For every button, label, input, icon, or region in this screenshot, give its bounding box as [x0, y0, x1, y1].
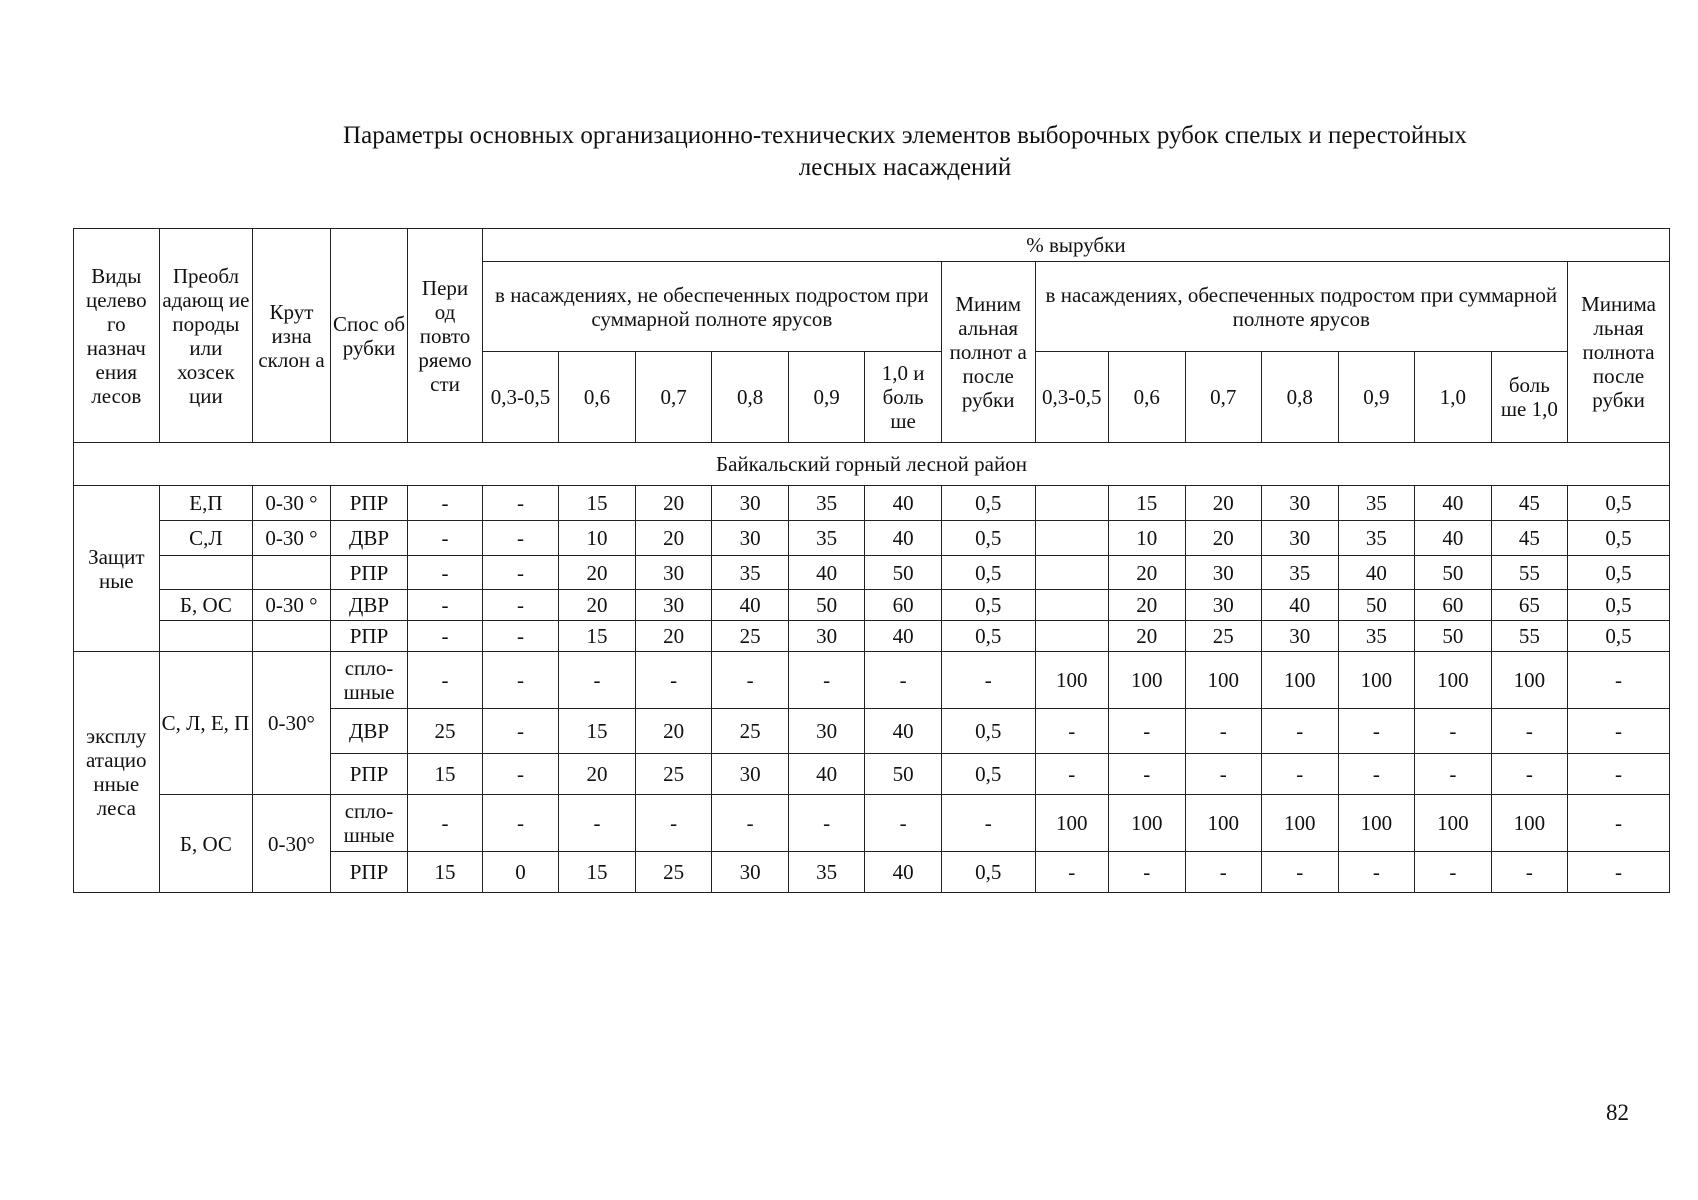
cell-provided: 50 — [1338, 590, 1415, 621]
cell-not-provided: 30 — [635, 556, 712, 590]
cell-provided: 20 — [1185, 521, 1262, 556]
cell-not-provided: 15 — [559, 709, 636, 754]
cell-species: Е,П — [159, 486, 253, 521]
cell-species: С,Л — [159, 521, 253, 556]
cell-not-provided: 25 — [635, 852, 712, 893]
cell-provided: 20 — [1185, 486, 1262, 521]
cell-period: 15 — [408, 852, 483, 893]
subheader-provided-cell: боль ше 1,0 — [1491, 352, 1568, 443]
cell-method: РПР — [330, 852, 408, 893]
table-row — [74, 795, 1670, 852]
cell-provided: 55 — [1491, 621, 1568, 652]
cell-min-density-2: 0,5 — [1568, 521, 1670, 556]
cell-not-provided: 35 — [788, 852, 865, 893]
cell-not-provided: 35 — [712, 556, 789, 590]
cell-not-provided: 10 — [559, 521, 636, 556]
cell-min-density-2: - — [1568, 652, 1670, 709]
cell-provided: - — [1185, 754, 1262, 795]
cell-provided: - — [1262, 709, 1339, 754]
cell-not-provided: 25 — [712, 621, 789, 652]
document-title — [180, 120, 1630, 184]
cell-not-provided: - — [788, 652, 865, 709]
cell-period: - — [408, 795, 483, 852]
cell-min-density-2: - — [1568, 852, 1670, 893]
cell-not-provided: 30 — [635, 590, 712, 621]
subheader-not-provided-cell: 1,0 и боль ше — [865, 352, 942, 443]
cell-provided: 100 — [1109, 795, 1186, 852]
cell-min-density-1: 0,5 — [941, 754, 1035, 795]
cell-provided: 100 — [1338, 652, 1415, 709]
cell-min-density-1: 0,5 — [941, 521, 1035, 556]
cell-method: ДВР — [330, 709, 408, 754]
subheader-not-provided-cell: 0,7 — [635, 352, 712, 443]
cell-not-provided: 25 — [712, 709, 789, 754]
cell-min-density-1: - — [941, 795, 1035, 852]
subheader-provided-cell: 0,9 — [1338, 352, 1415, 443]
cell-slope — [253, 556, 331, 590]
cell-provided: 20 — [1109, 621, 1186, 652]
cell-provided: 100 — [1338, 795, 1415, 852]
cell-not-provided: 20 — [635, 521, 712, 556]
cell-not-provided: - — [559, 652, 636, 709]
cell-min-density-1: 0,5 — [941, 852, 1035, 893]
cell-provided: - — [1338, 709, 1415, 754]
cell-provided: 100 — [1415, 795, 1492, 852]
cell-provided: 50 — [1415, 556, 1492, 590]
cell-not-provided: 20 — [559, 754, 636, 795]
cell-min-density-1: 0,5 — [941, 486, 1035, 521]
header-provided: в насаждениях, обеспеченных подростом при суммарной полноте ярусов — [1035, 262, 1568, 352]
cell-not-provided: 40 — [865, 486, 942, 521]
cell-provided: - — [1491, 852, 1568, 893]
cell-method: спло- шные — [330, 795, 408, 852]
cell-slope: 0-30° — [253, 652, 331, 795]
cell-method: РПР — [330, 556, 408, 590]
cell-not-provided: - — [482, 652, 559, 709]
cell-not-provided: 25 — [635, 754, 712, 795]
cell-provided: - — [1035, 754, 1109, 795]
cell-min-density-1: - — [941, 652, 1035, 709]
cell-species — [159, 556, 253, 590]
cell-provided: 30 — [1262, 486, 1339, 521]
cell-provided: - — [1415, 709, 1492, 754]
cell-provided: 100 — [1262, 652, 1339, 709]
cell-provided: 35 — [1338, 486, 1415, 521]
cell-min-density-2: 0,5 — [1568, 590, 1670, 621]
cell-provided: - — [1185, 852, 1262, 893]
cell-period: - — [408, 590, 483, 621]
cell-provided: 30 — [1262, 621, 1339, 652]
cell-provided: 60 — [1415, 590, 1492, 621]
cell-provided: 20 — [1109, 590, 1186, 621]
cell-provided: 100 — [1491, 652, 1568, 709]
cell-slope: 0-30 ° — [253, 486, 331, 521]
cell-not-provided: 30 — [712, 852, 789, 893]
cell-provided: 30 — [1185, 590, 1262, 621]
cell-provided: 35 — [1338, 521, 1415, 556]
cell-min-density-2: 0,5 — [1568, 486, 1670, 521]
title-line-2: лесных насаждений — [798, 154, 1012, 181]
cell-not-provided: 40 — [712, 590, 789, 621]
cell-method: ДВР — [330, 590, 408, 621]
cell-provided: 65 — [1491, 590, 1568, 621]
cell-min-density-1: 0,5 — [941, 556, 1035, 590]
cell-slope: 0-30 ° — [253, 590, 331, 621]
cell-not-provided: 40 — [865, 521, 942, 556]
subheader-not-provided-cell: 0,3-0,5 — [482, 352, 559, 443]
cell-period: - — [408, 486, 483, 521]
cell-provided: 45 — [1491, 521, 1568, 556]
header-forest-purpose: Виды целево го назнач ения лесов — [74, 229, 160, 443]
cell-slope: 0-30 ° — [253, 521, 331, 556]
header-method: Спос об рубки — [330, 229, 408, 443]
cell-provided — [1035, 621, 1109, 652]
cell-provided: 100 — [1035, 795, 1109, 852]
cell-provided: - — [1415, 754, 1492, 795]
cell-slope — [253, 621, 331, 652]
subheader-not-provided-cell: 0,9 — [788, 352, 865, 443]
cell-provided: - — [1338, 852, 1415, 893]
cell-period: - — [408, 521, 483, 556]
group-exploitation: эксплу атацио нные леса — [74, 652, 160, 893]
cell-not-provided: 30 — [712, 521, 789, 556]
cell-provided: - — [1491, 754, 1568, 795]
cell-min-density-1: 0,5 — [941, 621, 1035, 652]
cell-provided: - — [1415, 852, 1492, 893]
cell-provided: 50 — [1415, 621, 1492, 652]
cell-min-density-2: - — [1568, 754, 1670, 795]
cell-not-provided: - — [482, 521, 559, 556]
group-protective: Защит ные — [74, 486, 160, 652]
cell-not-provided: 20 — [559, 590, 636, 621]
cell-method: спло- шные — [330, 652, 408, 709]
cell-not-provided: - — [482, 556, 559, 590]
cell-provided: - — [1185, 709, 1262, 754]
subheader-provided-cell: 0,7 — [1185, 352, 1262, 443]
header-slope: Крут изна склон а — [253, 229, 331, 443]
cell-period: 25 — [408, 709, 483, 754]
cell-not-provided: 0 — [482, 852, 559, 893]
subheader-not-provided-cell: 0,6 — [559, 352, 636, 443]
cell-provided: - — [1491, 709, 1568, 754]
cell-provided — [1035, 486, 1109, 521]
cell-period: - — [408, 652, 483, 709]
title-line-1: Параметры основных организационно-технических элементов выборочных рубок спелых и перестойных — [343, 122, 1467, 149]
cell-not-provided: - — [865, 652, 942, 709]
cell-not-provided: - — [788, 795, 865, 852]
header-not-provided: в насаждениях, не обеспеченных подростом при суммарной полноте ярусов — [482, 262, 941, 352]
cell-not-provided: 30 — [712, 754, 789, 795]
cell-min-density-2: 0,5 — [1568, 621, 1670, 652]
cell-species: Б, ОС — [159, 795, 253, 893]
cell-min-density-1: 0,5 — [941, 590, 1035, 621]
cell-provided: 100 — [1415, 652, 1492, 709]
subheader-provided-cell: 0,6 — [1109, 352, 1186, 443]
cell-provided: - — [1109, 709, 1186, 754]
table-row — [74, 486, 1670, 521]
cell-not-provided: 15 — [559, 621, 636, 652]
cell-method: РПР — [330, 754, 408, 795]
header-percent: % вырубки — [482, 229, 1669, 262]
table-row — [74, 521, 1670, 556]
cell-provided: - — [1262, 852, 1339, 893]
cell-provided: 15 — [1109, 486, 1186, 521]
cell-provided: 40 — [1415, 521, 1492, 556]
cell-provided: 40 — [1262, 590, 1339, 621]
cell-not-provided: 20 — [635, 709, 712, 754]
cell-min-density-2: - — [1568, 709, 1670, 754]
subheader-provided-cell: 0,8 — [1262, 352, 1339, 443]
cell-provided — [1035, 556, 1109, 590]
cell-provided: 100 — [1185, 795, 1262, 852]
cell-provided: 100 — [1491, 795, 1568, 852]
header-min-density-1: Миним альная полнот а после рубки — [941, 262, 1035, 443]
cell-not-provided: 40 — [865, 621, 942, 652]
cell-not-provided: 20 — [635, 621, 712, 652]
header-min-density-2: Минима льная полнота после рубки — [1568, 262, 1670, 443]
cell-period: - — [408, 621, 483, 652]
cell-not-provided: 40 — [865, 852, 942, 893]
cell-provided: 55 — [1491, 556, 1568, 590]
subheader-not-provided-cell: 0,8 — [712, 352, 789, 443]
cell-not-provided: 30 — [788, 709, 865, 754]
page-number: 82 — [1606, 1100, 1629, 1125]
cell-species: Б, ОС — [159, 590, 253, 621]
cell-not-provided: 40 — [865, 709, 942, 754]
cell-not-provided: 35 — [788, 521, 865, 556]
cell-provided: 35 — [1262, 556, 1339, 590]
cell-min-density-2: - — [1568, 795, 1670, 852]
table-row — [74, 590, 1670, 621]
cell-provided: 30 — [1185, 556, 1262, 590]
cell-not-provided: - — [482, 621, 559, 652]
cell-period: 15 — [408, 754, 483, 795]
cell-provided: 20 — [1109, 556, 1186, 590]
cell-not-provided: - — [712, 652, 789, 709]
cell-not-provided: 30 — [712, 486, 789, 521]
cell-method: ДВР — [330, 521, 408, 556]
cell-not-provided: 50 — [788, 590, 865, 621]
cell-provided: 40 — [1415, 486, 1492, 521]
cell-not-provided: - — [482, 590, 559, 621]
cell-not-provided: 30 — [788, 621, 865, 652]
cell-not-provided: - — [865, 795, 942, 852]
cell-not-provided: 40 — [788, 754, 865, 795]
cell-provided: 35 — [1338, 621, 1415, 652]
cell-not-provided: 60 — [865, 590, 942, 621]
cell-not-provided: - — [635, 795, 712, 852]
cell-provided: 100 — [1262, 795, 1339, 852]
cell-provided: 40 — [1338, 556, 1415, 590]
cell-provided: 100 — [1035, 652, 1109, 709]
cell-provided: 25 — [1185, 621, 1262, 652]
region-name: Байкальский горный лесной район — [74, 443, 1670, 486]
cell-provided: 10 — [1109, 521, 1186, 556]
cell-min-density-1: 0,5 — [941, 709, 1035, 754]
cell-method: РПР — [330, 486, 408, 521]
cell-not-provided: 20 — [559, 556, 636, 590]
cell-method: РПР — [330, 621, 408, 652]
subheader-provided-cell: 1,0 — [1415, 352, 1492, 443]
cell-provided: 100 — [1185, 652, 1262, 709]
cell-slope: 0-30° — [253, 795, 331, 893]
cell-not-provided: - — [482, 795, 559, 852]
header-row-1 — [74, 229, 1670, 262]
header-period: Пери од повто ряемо сти — [408, 229, 483, 443]
cell-not-provided: - — [482, 709, 559, 754]
cell-not-provided: 50 — [865, 754, 942, 795]
cell-provided: 45 — [1491, 486, 1568, 521]
cell-not-provided: - — [712, 795, 789, 852]
cell-not-provided: 50 — [865, 556, 942, 590]
cell-provided — [1035, 590, 1109, 621]
cell-not-provided: - — [635, 652, 712, 709]
cell-not-provided: 40 — [788, 556, 865, 590]
cell-provided: - — [1262, 754, 1339, 795]
cell-provided — [1035, 521, 1109, 556]
cell-species: С, Л, Е, П — [159, 652, 253, 795]
cutting-parameters-table — [73, 228, 1670, 893]
cell-not-provided: 15 — [559, 486, 636, 521]
cell-provided: - — [1035, 852, 1109, 893]
table-row — [74, 652, 1670, 709]
cell-provided: - — [1338, 754, 1415, 795]
cell-not-provided: - — [482, 754, 559, 795]
cell-period: - — [408, 556, 483, 590]
cell-not-provided: 35 — [788, 486, 865, 521]
cell-provided: 30 — [1262, 521, 1339, 556]
cell-not-provided: - — [559, 795, 636, 852]
table-row — [74, 556, 1670, 590]
cell-provided: - — [1109, 754, 1186, 795]
header-species: Преобл адающ ие породы или хозсек ции — [159, 229, 253, 443]
cell-provided: 100 — [1109, 652, 1186, 709]
cell-not-provided: 20 — [635, 486, 712, 521]
subheader-provided-cell: 0,3-0,5 — [1035, 352, 1109, 443]
region-row — [74, 443, 1670, 486]
cell-not-provided: 15 — [559, 852, 636, 893]
cell-provided: - — [1035, 709, 1109, 754]
cell-not-provided: - — [482, 486, 559, 521]
cell-provided: - — [1109, 852, 1186, 893]
cell-min-density-2: 0,5 — [1568, 556, 1670, 590]
table-row — [74, 621, 1670, 652]
cell-species — [159, 621, 253, 652]
